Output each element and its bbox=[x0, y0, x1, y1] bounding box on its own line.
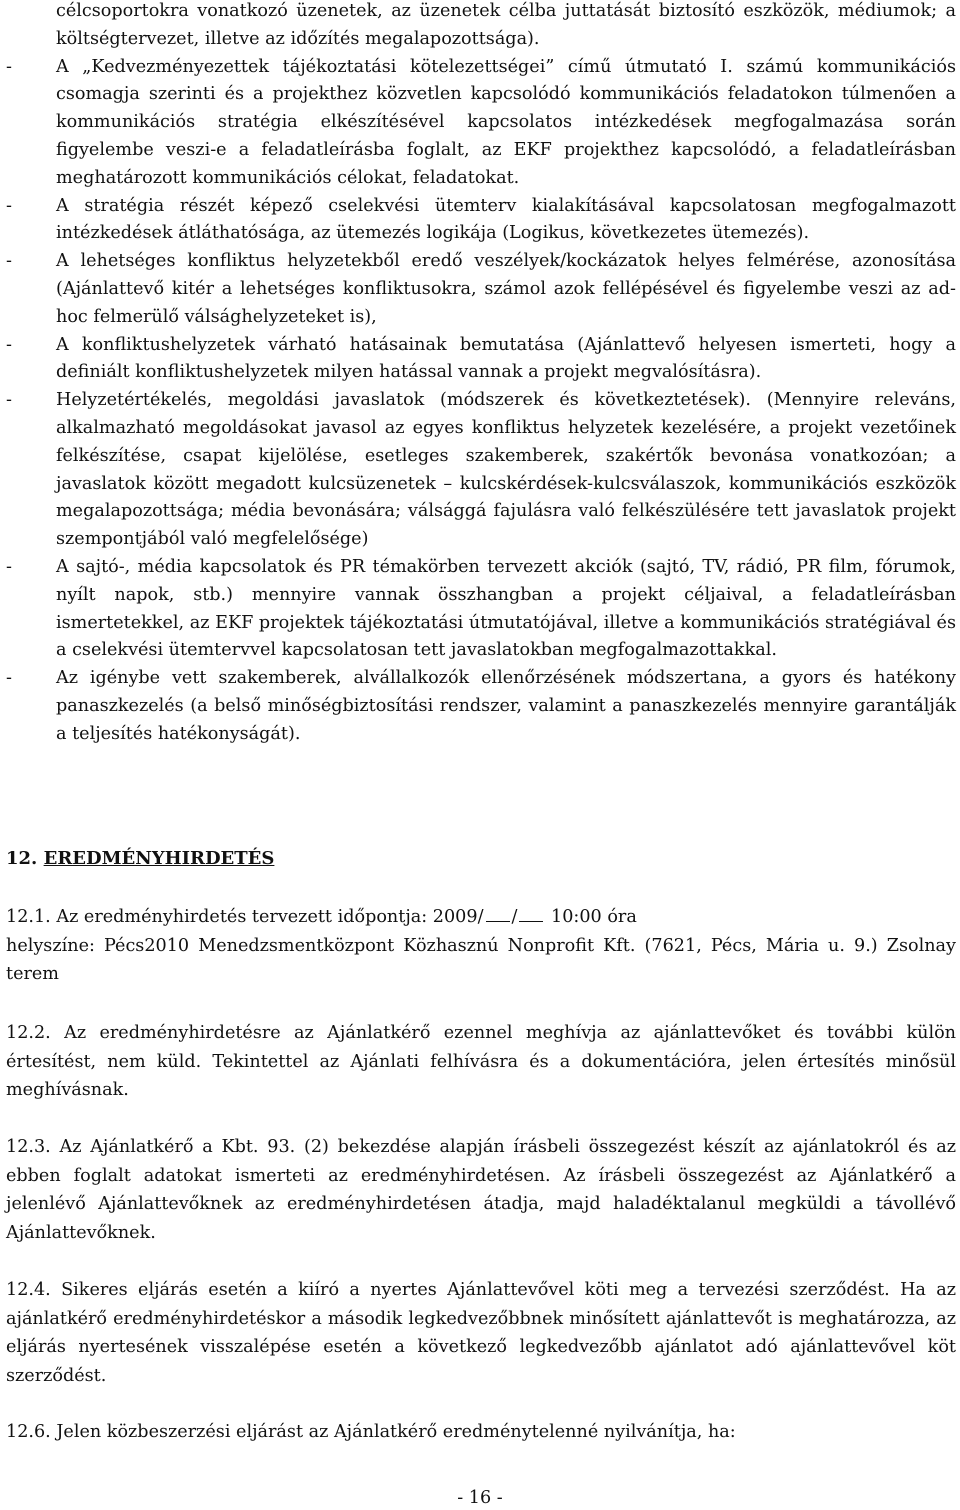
list-dash bbox=[6, 0, 56, 54]
list-item-text: A konfliktushelyzetek várható hatásainak bemutatása (Ajánlattevő helyesen ismerteti, hogy a definiált konfliktushelyzetek milyen hatással vannak a projekt megvalósításra). bbox=[56, 334, 956, 383]
list-item bbox=[6, 0, 956, 54]
paragraph-12-4: 12.4. Sikeres eljárás esetén a kiíró a nyertes Ajánlattevővel köti meg a tervezési szerződést. Ha az ajánlatkérő eredményhirdetéskor a második legkedvezőbbnek minősített ajánlattevőt is meghatározza, az eljárás nyertesének visszalépése esetén a következő legkedvezőbb ajánlatot adó ajánlattevővel köt szerződést. bbox=[6, 1280, 956, 1386]
list-dash: - bbox=[6, 556, 12, 577]
list-item bbox=[6, 387, 956, 554]
list-item bbox=[6, 554, 956, 665]
evaluation-criteria-list bbox=[6, 0, 956, 749]
paragraph-12-1-location: helyszíne: Pécs2010 Menedzsmentközpont Közhasznú Nonprofit Kft. (7621, Pécs, Mária u. 9.) Zsolnay terem bbox=[6, 935, 956, 984]
paragraph-12-2: 12.2. Az eredményhirdetésre az Ajánlatkérő ezennel meghívja az ajánlattevőket és további külön értesítést, nem küld. Tekintettel az Ajánlati felhívásra és a dokumentációra, jelen értesítés minősül meghívásnak. bbox=[6, 1023, 956, 1100]
list-item-text: A lehetséges konfliktus helyzetekből eredő veszélyek/kockázatok helyes felmérése, azonosítása (Ajánlattevő kitér a lehetséges konfliktusokra, számol azok fellépésével és figyelembe veszi az ad-hoc felmerülő válsághelyzeteket is), bbox=[56, 251, 956, 327]
list-item bbox=[6, 332, 956, 388]
list-dash: - bbox=[6, 251, 12, 272]
list-item-text: A stratégia részét képező cselekvési ütemterv kialakításával kapcsolatosan megfogalmazott intézkedések átláthatósága, az ütemezés logikája (Logikus, következetes ütemezés). bbox=[56, 195, 956, 244]
list-dash: - bbox=[6, 668, 12, 689]
list-dash: - bbox=[6, 390, 12, 411]
paragraph-12-1-prefix: 12.1. Az eredményhirdetés tervezett időpontja: 2009/ bbox=[6, 907, 484, 927]
date-day-blank bbox=[519, 907, 543, 922]
paragraph-12-1-time: 10:00 óra bbox=[551, 907, 637, 927]
date-month-blank bbox=[486, 907, 510, 922]
list-item-text: Helyzetértékelés, megoldási javaslatok (módszerek és következtetések). (Mennyire releváns, alkalmazható megoldásokat javasol az egyes konfliktus helyzetek kezelésére, a projekt vezetőinek felkészítése, csapat kijelölése, esetleges szakemberek, szakértők bevonása vonatkozóan; a javaslatok között megadott kulcsüzenetek – kulcskérdések-kulcsválaszok, kommunikációs eszközök megalapozottsága; média bevonására; válsággá fajulásra való felkészülésére tett javaslatok projekt szempontjából való megfelelősége) bbox=[56, 390, 956, 550]
date-separator: / bbox=[511, 907, 518, 927]
list-item bbox=[6, 54, 956, 193]
list-item-text: célcsoportokra vonatkozó üzenetek, az üzenetek célba juttatását biztosító eszközök, médiumok; a költségtervezet, illetve az időzítés megalapozottsága). bbox=[56, 1, 956, 49]
list-item-text: Az igénybe vett szakemberek, alvállalkozók ellenőrzésének módszertana, a gyors és hatékony panaszkezelés (a belső minőségbiztosítási rendszer, valamint a panaszkezelés mennyire garantálják a teljesítés hatékonyságát). bbox=[56, 668, 956, 744]
list-item-text: A sajtó-, média kapcsolatok és PR témakörben tervezett akciók (sajtó, TV, rádió, PR film, fórumok, nyílt napok, stb.) mennyire vannak összhangban a projekt céljaival, a feladatleírásban ismertetekkel, az EKF projektek tájékoztatási útmutatójával, illetve a kommunikációs stratégiával és a cselekvési ütemtervvel kapcsolatosan tett javaslatokban megfogalmazottakkal. bbox=[56, 556, 956, 661]
page-number: - 16 - bbox=[457, 1488, 503, 1508]
paragraph-12-6: 12.6. Jelen közbeszerzési eljárást az Ajánlatkérő eredménytelenné nyilvánítja, ha: bbox=[6, 1422, 736, 1442]
paragraph-12-3: 12.3. Az Ajánlatkérő a Kbt. 93. (2) bekezdése alapján írásbeli összegezést készít az ajánlatokról és az ebben foglalt adatokat ismerteti az eredményhirdetésen. Az írásbeli összegezést az Ajánlatkérő a jelenlévő Ajánlattevőknek az eredményhirdetésen átadja, majd haladéktalanul megküldi a távollévő Ajánlattevőknek. bbox=[6, 1137, 956, 1243]
section-heading bbox=[6, 845, 274, 873]
section-title: EREDMÉNYHIRDETÉS bbox=[43, 848, 275, 869]
list-dash: - bbox=[6, 195, 12, 216]
list-item bbox=[6, 248, 956, 331]
paragraph-12-1 bbox=[6, 903, 956, 989]
list-dash: - bbox=[6, 334, 12, 355]
list-item-text: A „Kedvezményezettek tájékoztatási kötelezettségei” című útmutató I. számú kommunikációs csomagja szerinti és a projekthez közvetlen kapcsolódó kommunikációs feladatokon túlmenően a kommunikációs stratégia elkészítésével kapcsolatos intézkedések megfogalmazása során figyelembe veszi-e a feladatleírásba foglalt, az EKF projekthez kapcsolódó, a feladatleírásban meghatározott kommunikációs célokat, feladatokat. bbox=[56, 56, 956, 188]
list-item bbox=[6, 665, 956, 748]
section-number: 12. bbox=[6, 848, 38, 869]
list-dash: - bbox=[6, 56, 12, 77]
list-item bbox=[6, 193, 956, 249]
